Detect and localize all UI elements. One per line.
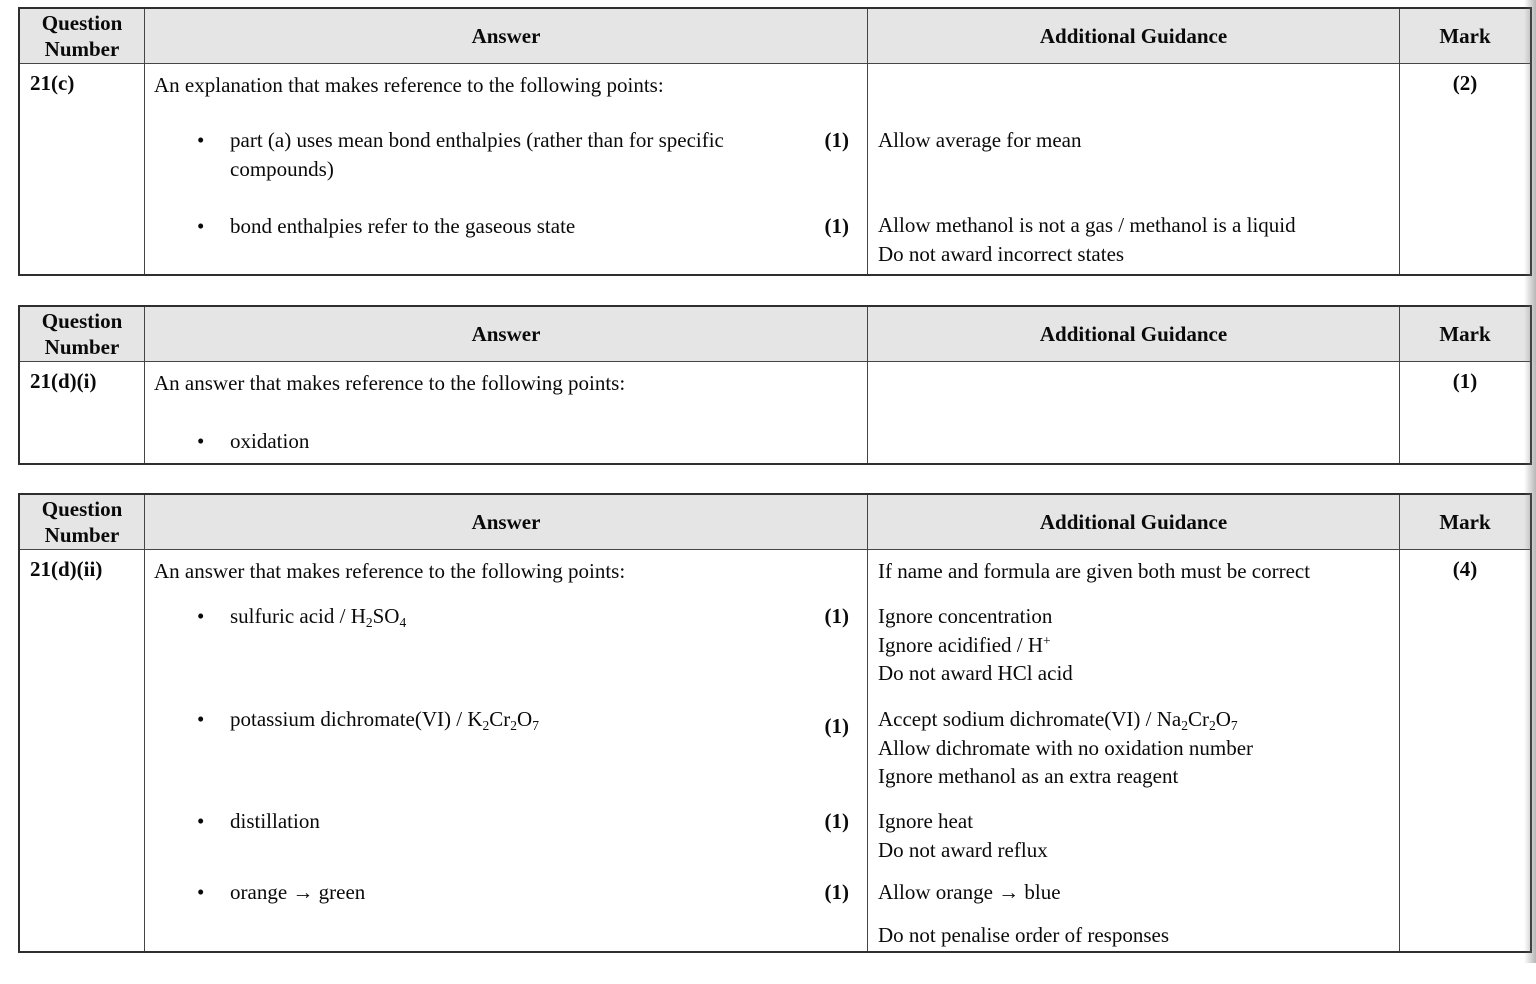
answer-cell	[145, 550, 868, 951]
question-number-cell	[20, 550, 145, 951]
question-number-cell	[20, 64, 145, 274]
column-header-additional-guidance: Additional Guidance	[1039, 510, 1228, 534]
bullet-icon: •	[197, 707, 205, 731]
header-cell-mark	[1400, 307, 1530, 362]
guidance-line: Do not award reflux	[878, 837, 1048, 862]
guidance-line: Do not award incorrect states	[878, 241, 1125, 266]
guidance-block	[878, 602, 1393, 688]
answer-point-text: sulfuric acid / $H_2SO_4$	[230, 604, 407, 630]
column-header-additional-guidance: Additional Guidance	[1039, 24, 1228, 48]
header-cell-question-number	[20, 495, 145, 550]
answer-point	[197, 126, 827, 183]
guidance-block	[878, 557, 1393, 586]
answer-point	[197, 212, 827, 241]
answer-point	[197, 705, 827, 734]
answer-intro: An answer that makes reference to the following points:	[154, 559, 626, 583]
guidance-line: Ignore heat	[878, 809, 974, 833]
header-cell-additional-guidance	[868, 307, 1400, 362]
header-cell-answer	[145, 9, 868, 64]
answer-point	[197, 427, 827, 456]
mark-scheme-table-21c	[18, 7, 1532, 276]
guidance-block	[878, 211, 1393, 268]
answer-intro: An explanation that makes reference to the following points:	[154, 73, 664, 97]
point-mark: (1)	[824, 604, 849, 628]
column-header-mark: Mark	[1439, 510, 1491, 534]
answer-point-text: oxidation	[230, 429, 310, 453]
guidance-line: Allow average for mean	[878, 128, 1082, 152]
header-cell-additional-guidance	[868, 495, 1400, 550]
answer-cell	[145, 362, 868, 463]
answer-point-text: distillation	[230, 809, 320, 833]
guidance-line: Allow dichromate with no oxidation number	[878, 735, 1254, 760]
mark-value: (2)	[1452, 71, 1478, 95]
guidance-line: Do not penalise order of responses	[878, 923, 1170, 947]
bullet-icon: •	[197, 809, 205, 833]
guidance-block	[878, 921, 1393, 950]
mark-cell	[1400, 362, 1530, 463]
mark-value: (1)	[1452, 369, 1478, 393]
column-header-answer: Answer	[471, 24, 541, 48]
mark-scheme-table-21di	[18, 305, 1532, 465]
bullet-icon: •	[197, 429, 205, 453]
column-header-question-number: Question Number	[41, 497, 123, 547]
answer-point	[197, 807, 827, 836]
column-header-additional-guidance: Additional Guidance	[1039, 322, 1228, 346]
guidance-line: If name and formula are given both must be correct	[878, 559, 1311, 583]
answer-point-text: potassium dichromate(VI) / $K_2Cr_2O_7$	[230, 707, 539, 733]
column-header-answer: Answer	[471, 322, 541, 346]
question-number-cell	[20, 362, 145, 463]
guidance-block	[878, 126, 1393, 155]
guidance-block	[878, 705, 1393, 791]
answer-point-text: part (a) uses mean bond enthalpies (rather than for specific compounds)	[230, 128, 724, 181]
guidance-cell	[868, 362, 1400, 463]
point-mark: (1)	[824, 714, 849, 738]
mark-scheme-table-21dii	[18, 493, 1532, 953]
point-mark: (1)	[824, 214, 849, 238]
answer-point-text: orange → green	[230, 880, 366, 904]
answer-cell	[145, 64, 868, 274]
guidance-cell	[868, 550, 1400, 951]
column-header-answer: Answer	[471, 510, 541, 534]
point-mark: (1)	[824, 809, 849, 833]
guidance-line: Allow methanol is not a gas / methanol is a liquid	[878, 213, 1296, 237]
header-cell-mark	[1400, 9, 1530, 64]
point-mark: (1)	[824, 128, 849, 152]
header-cell-question-number	[20, 307, 145, 362]
bullet-icon: •	[197, 604, 205, 628]
mark-cell	[1400, 550, 1530, 951]
header-cell-additional-guidance	[868, 9, 1400, 64]
column-header-question-number: Question Number	[41, 11, 123, 61]
guidance-line: Accept sodium dichromate(VI) / $Na_2Cr_2O_7$	[878, 707, 1238, 733]
header-cell-answer	[145, 307, 868, 362]
answer-point	[197, 602, 827, 631]
guidance-block	[878, 878, 1393, 907]
bullet-icon: •	[197, 880, 205, 904]
guidance-line: Allow orange → blue	[878, 880, 1061, 904]
header-cell-answer	[145, 495, 868, 550]
question-number: 21(c)	[30, 71, 75, 95]
column-header-question-number: Question Number	[41, 309, 123, 359]
answer-point-text: bond enthalpies refer to the gaseous state	[230, 214, 576, 238]
answer-point	[197, 878, 827, 907]
column-header-mark: Mark	[1439, 322, 1491, 346]
guidance-block	[878, 807, 1393, 864]
bullet-icon: •	[197, 128, 205, 152]
header-cell-mark	[1400, 495, 1530, 550]
guidance-line: Ignore methanol as an extra reagent	[878, 764, 1179, 788]
guidance-cell	[868, 64, 1400, 274]
answer-intro: An answer that makes reference to the following points:	[154, 371, 626, 395]
guidance-line: Ignore acidified / H+	[878, 632, 1051, 657]
question-number: 21(d)(ii)	[30, 557, 103, 581]
column-header-mark: Mark	[1439, 24, 1491, 48]
guidance-line: Ignore concentration	[878, 604, 1053, 628]
header-cell-question-number	[20, 9, 145, 64]
mark-value: (4)	[1452, 557, 1478, 581]
bullet-icon: •	[197, 214, 205, 238]
mark-cell	[1400, 64, 1530, 274]
question-number: 21(d)(i)	[30, 369, 97, 393]
guidance-line: Do not award HCl acid	[878, 661, 1073, 685]
point-mark: (1)	[824, 880, 849, 904]
